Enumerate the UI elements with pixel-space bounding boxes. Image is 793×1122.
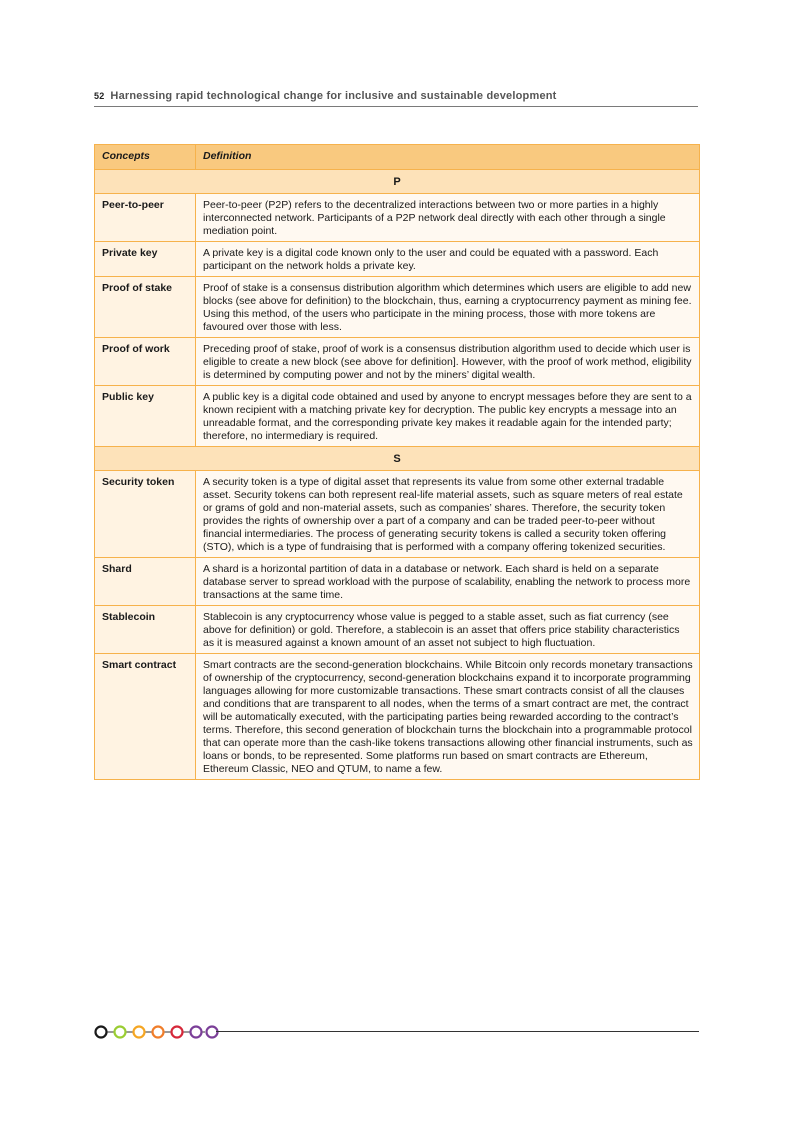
section-letter-row — [95, 170, 700, 194]
table-row — [95, 558, 700, 606]
concept-definition: Smart contracts are the second-generation blockchains. While Bitcoin only records monetary transactions of ownership of the cryptocurrency, second-generation blockchains expand it to incorporate programming languages allowing for more customizable transactions. These smart contracts consist of all the clauses and conditions that are transparent to all nodes, when the terms of a smart contract are met, the contract will be automatically executed, with the participating parties being rewarded according to the contract’s terms. Therefore, this second generation of blockchain turns the blockchain into a programmable protocol that can operate more than the cash-like tokens transactions allowing other financial instruments, such as loans or bonds, to be represented. Some platforms run based on smart contracts are Ethereum, Ethereum Classic, NEO and QTUM, to name a few. — [196, 654, 700, 780]
running-title: Harnessing rapid technological change for inclusive and sustainable development — [110, 90, 557, 102]
concept-definition: A public key is a digital code obtained and used by anyone to encrypt messages before they are sent to a known recipient with a matching private key for decryption. The public key encrypts a message into an unreadable format, and the corresponding private key makes it readable again for the intended party; therefore, no intermediary is required. — [196, 386, 700, 447]
table-row — [95, 338, 700, 386]
footer-rule — [216, 1031, 699, 1032]
section-letter-row — [95, 447, 700, 471]
concept-definition: Proof of stake is a consensus distribution algorithm which determines which users are eligible to add new blocks (see above for definition) to the blockchain, thus, earning a cryptocurrency payment as mining fee. Using this method, of the users who participate in the mining process, those with more tokens are favoured over those with less. — [196, 277, 700, 338]
concept-definition: Peer-to-peer (P2P) refers to the decentralized interactions between two or more parties in a highly interconnected network. Participants of a P2P network deal directly with each other through a single mediation point. — [196, 194, 700, 242]
table-row — [95, 386, 700, 447]
circle-icon — [134, 1027, 145, 1038]
table-row — [95, 194, 700, 242]
glossary-table — [94, 144, 700, 780]
table-row — [95, 606, 700, 654]
section-letter: S — [95, 447, 700, 471]
concept-definition: Stablecoin is any cryptocurrency whose value is pegged to a stable asset, such as fiat currency (see above for definition) or gold. Therefore, a stablecoin is an asset that offers price stability characteristics as it is measured against a known amount of an asset not subject to high fluctuation. — [196, 606, 700, 654]
table-row — [95, 471, 700, 558]
section-letter: P — [95, 170, 700, 194]
circle-icon — [153, 1027, 164, 1038]
concept-term: Stablecoin — [95, 606, 196, 654]
circle-icon — [172, 1027, 183, 1038]
table-row — [95, 277, 700, 338]
page-number: 52 — [94, 91, 105, 101]
circle-icon — [191, 1027, 202, 1038]
concept-definition: A private key is a digital code known only to the user and could be equated with a password. Each participant on the network holds a private key. — [196, 242, 700, 277]
concept-term: Shard — [95, 558, 196, 606]
concept-term: Proof of stake — [95, 277, 196, 338]
circle-icon — [207, 1027, 218, 1038]
concept-term: Public key — [95, 386, 196, 447]
concept-definition: Preceding proof of stake, proof of work is a consensus distribution algorithm used to decide which user is eligible to create a new block (see above for definition]. However, with the proof of work method, eligibility is determined by computing power and not by the miners’ digital wealth. — [196, 338, 700, 386]
concept-term: Private key — [95, 242, 196, 277]
concept-definition: A security token is a type of digital asset that represents its value from some other external tradable asset. Security tokens can both represent real-life material assets, such as square meters of real estate or grams of gold and non-material assets, such as companies’ shares. Therefore, the security token provides the rights of ownership over a part of a company and can be traded peer-to-peer without financial intermediaries. The process of generating security tokens is called a security token offering (STO), which is a type of fundraising that is performed with a company offering tokenized securities. — [196, 471, 700, 558]
concept-definition: A shard is a horizontal partition of data in a database or network. Each shard is held on a separate database server to spread workload with the purpose of scalability, enabling the network to process more transactions at the same time. — [196, 558, 700, 606]
column-header-concepts: Concepts — [95, 145, 196, 170]
column-header-definition: Definition — [196, 145, 700, 170]
running-header — [94, 90, 698, 107]
concept-term: Smart contract — [95, 654, 196, 780]
circle-icon — [96, 1027, 107, 1038]
table-row — [95, 242, 700, 277]
table-row — [95, 654, 700, 780]
concept-term: Proof of work — [95, 338, 196, 386]
table-header-row — [95, 145, 700, 170]
decorative-circles — [93, 1024, 219, 1040]
circle-icon — [115, 1027, 126, 1038]
concept-term: Peer-to-peer — [95, 194, 196, 242]
concept-term: Security token — [95, 471, 196, 558]
